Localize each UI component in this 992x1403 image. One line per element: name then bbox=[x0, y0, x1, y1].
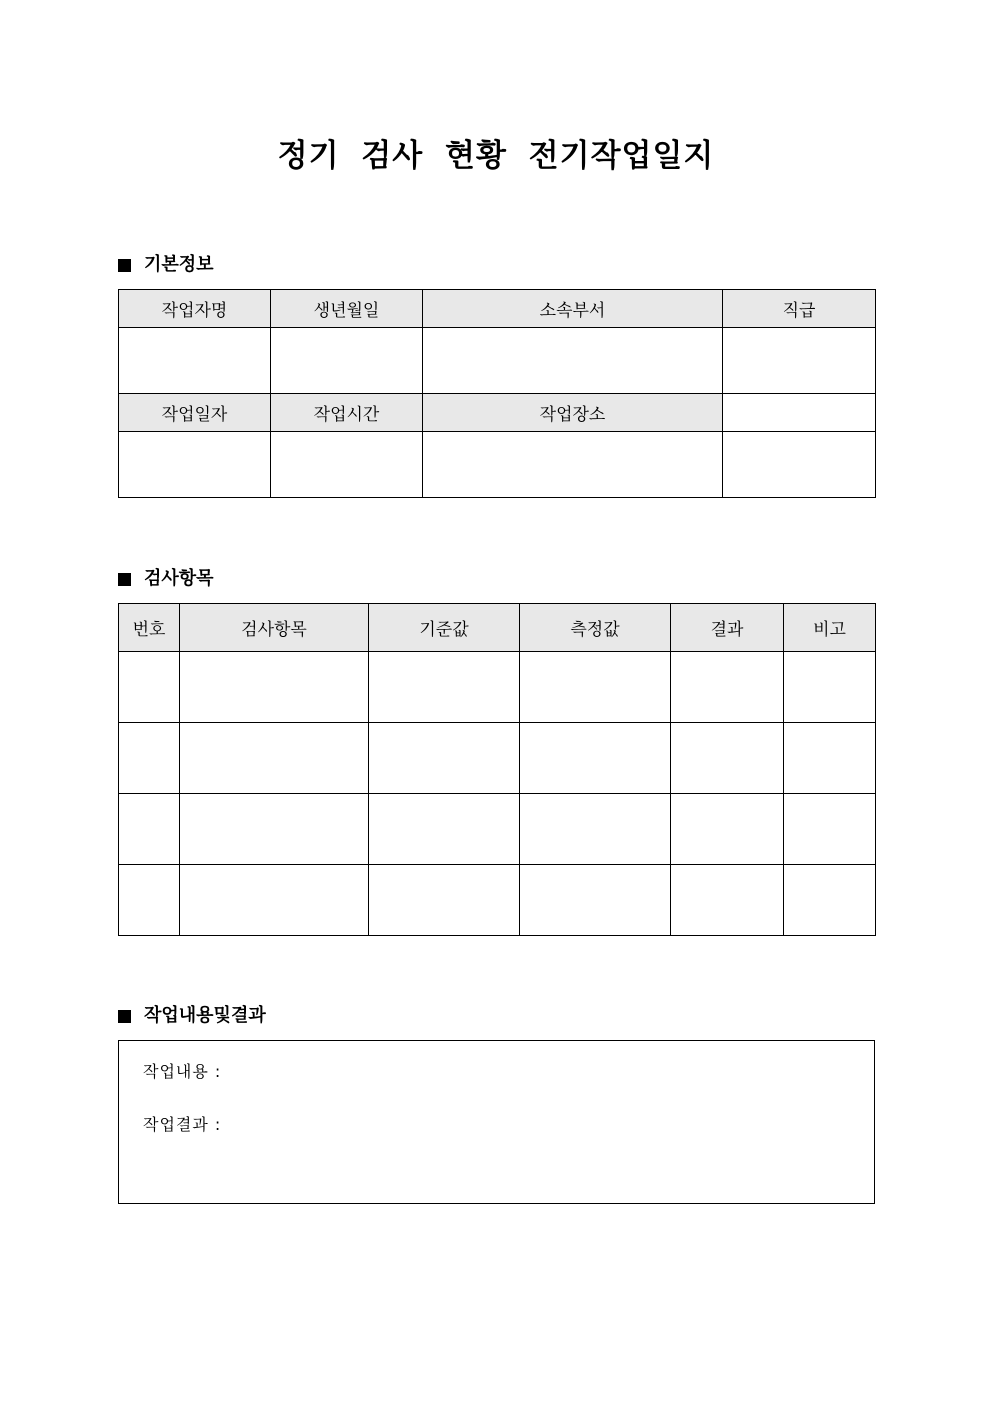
header-cell-result: 결과 bbox=[671, 604, 784, 652]
section-heading-label: 검사항목 bbox=[144, 568, 214, 589]
work-content-label: 작업내용 : bbox=[143, 1062, 222, 1081]
square-bullet-icon bbox=[118, 1010, 131, 1023]
header-cell-standard-value: 기준값 bbox=[369, 604, 520, 652]
header-cell-worker-name: 작업자명 bbox=[119, 290, 271, 328]
square-bullet-icon bbox=[118, 573, 131, 586]
work-result-box[interactable] bbox=[118, 1040, 875, 1204]
input-cell-standard-value[interactable] bbox=[369, 652, 520, 723]
header-cell-work-time: 작업시간 bbox=[271, 394, 423, 432]
input-cell-department[interactable] bbox=[423, 328, 723, 394]
input-cell-birth-date[interactable] bbox=[271, 328, 423, 394]
input-cell-remarks[interactable] bbox=[784, 652, 876, 723]
input-cell-number[interactable] bbox=[119, 865, 180, 936]
input-cell-work-time[interactable] bbox=[271, 432, 423, 498]
header-cell-measured-value: 측정값 bbox=[520, 604, 671, 652]
input-cell-measured-value[interactable] bbox=[520, 865, 671, 936]
input-cell-inspection-item[interactable] bbox=[180, 723, 369, 794]
input-cell-worker-name[interactable] bbox=[119, 328, 271, 394]
input-cell-inspection-item[interactable] bbox=[180, 652, 369, 723]
input-cell-extra[interactable] bbox=[723, 432, 876, 498]
section-heading-work-result bbox=[118, 1004, 266, 1028]
header-cell-remarks: 비고 bbox=[784, 604, 876, 652]
square-bullet-icon bbox=[118, 259, 131, 272]
input-cell-measured-value[interactable] bbox=[520, 794, 671, 865]
header-cell-birth-date: 생년월일 bbox=[271, 290, 423, 328]
input-cell-standard-value[interactable] bbox=[369, 794, 520, 865]
input-cell-number[interactable] bbox=[119, 723, 180, 794]
input-cell-number[interactable] bbox=[119, 794, 180, 865]
input-cell-number[interactable] bbox=[119, 652, 180, 723]
input-cell-inspection-item[interactable] bbox=[180, 865, 369, 936]
table-row bbox=[119, 865, 876, 936]
basic-info-table bbox=[118, 289, 876, 498]
section-heading-label: 기본정보 bbox=[144, 254, 214, 275]
table-row bbox=[119, 652, 876, 723]
header-cell-position: 직급 bbox=[723, 290, 876, 328]
table-row bbox=[119, 794, 876, 865]
section-heading-label: 작업내용및결과 bbox=[144, 1005, 266, 1026]
header-cell-work-date: 작업일자 bbox=[119, 394, 271, 432]
basic-info-input-row bbox=[119, 328, 876, 394]
input-cell-measured-value[interactable] bbox=[520, 652, 671, 723]
input-cell-work-place[interactable] bbox=[423, 432, 723, 498]
section-heading-basic-info bbox=[118, 253, 214, 277]
input-cell-work-date[interactable] bbox=[119, 432, 271, 498]
header-cell-blank bbox=[723, 394, 876, 432]
section-heading-inspection bbox=[118, 567, 214, 591]
input-cell-measured-value[interactable] bbox=[520, 723, 671, 794]
basic-info-header-row-2 bbox=[119, 394, 876, 432]
input-cell-result[interactable] bbox=[671, 652, 784, 723]
inspection-header-row bbox=[119, 604, 876, 652]
input-cell-standard-value[interactable] bbox=[369, 865, 520, 936]
header-cell-number: 번호 bbox=[119, 604, 180, 652]
header-cell-department: 소속부서 bbox=[423, 290, 723, 328]
work-result-label: 작업결과 : bbox=[143, 1115, 222, 1134]
basic-info-input-row-2 bbox=[119, 432, 876, 498]
document-title: 정기 검사 현황 전기작업일지 bbox=[277, 138, 715, 174]
input-cell-inspection-item[interactable] bbox=[180, 794, 369, 865]
inspection-table bbox=[118, 603, 876, 936]
table-row bbox=[119, 723, 876, 794]
input-cell-result[interactable] bbox=[671, 723, 784, 794]
input-cell-position[interactable] bbox=[723, 328, 876, 394]
input-cell-remarks[interactable] bbox=[784, 794, 876, 865]
header-cell-inspection-item: 검사항목 bbox=[180, 604, 369, 652]
input-cell-result[interactable] bbox=[671, 794, 784, 865]
basic-info-header-row bbox=[119, 290, 876, 328]
input-cell-remarks[interactable] bbox=[784, 865, 876, 936]
header-cell-work-place: 작업장소 bbox=[423, 394, 723, 432]
input-cell-remarks[interactable] bbox=[784, 723, 876, 794]
input-cell-standard-value[interactable] bbox=[369, 723, 520, 794]
input-cell-result[interactable] bbox=[671, 865, 784, 936]
